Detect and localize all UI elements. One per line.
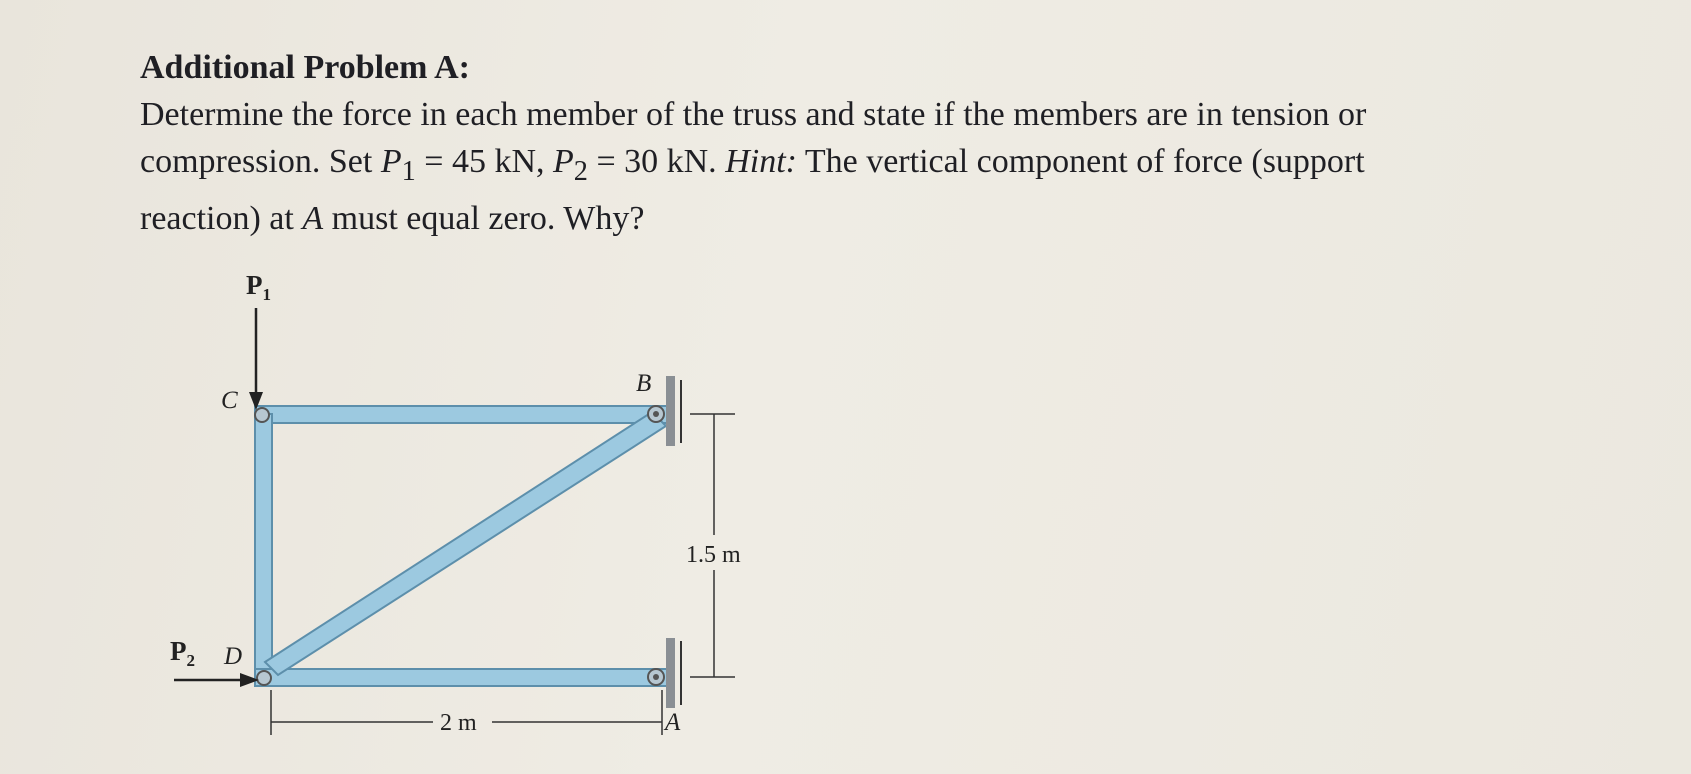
p1-symbol: P [380, 143, 402, 180]
load-p1-label: $P_1$ [246, 270, 271, 304]
hint-label: Hint: [725, 143, 797, 180]
load-p2-label: $P_2$ [170, 636, 195, 670]
p2-value: = 30 kN. [587, 143, 726, 180]
text-segment: The vertical component of force (support [796, 143, 1365, 180]
truss-members [255, 406, 667, 686]
load-p1-arrow [249, 308, 263, 410]
problem-title: Additional Problem A: [140, 49, 470, 86]
member-db [265, 412, 666, 675]
joint-a-label: A [665, 709, 681, 736]
point-a-ref: A [302, 199, 324, 237]
p1-value: = 45 kN, [415, 143, 553, 180]
text-segment: compression. Set [140, 143, 381, 180]
dimension-width-label: 2 m [440, 710, 477, 736]
pin-d [257, 671, 271, 685]
joint-c-label: C [221, 387, 238, 414]
member-cb [255, 406, 667, 423]
member-da [255, 669, 667, 686]
load-p2-arrow [174, 673, 259, 687]
problem-line-1: Determine the force in each member of the truss and state if the members are in tension or [140, 96, 1367, 133]
text-segment: must equal zero. Why? [323, 199, 645, 237]
joint-d-label: D [224, 643, 243, 670]
p2-symbol: P [553, 143, 574, 180]
p2-subscript: 2 [573, 155, 588, 187]
joint-b-label: B [636, 370, 652, 397]
p1-subscript: 1 [401, 155, 416, 187]
pin-c [255, 408, 269, 422]
text-segment: reaction) at [140, 199, 303, 237]
member-cd [255, 414, 272, 675]
dimension-height-label: 1.5 m [686, 542, 741, 568]
